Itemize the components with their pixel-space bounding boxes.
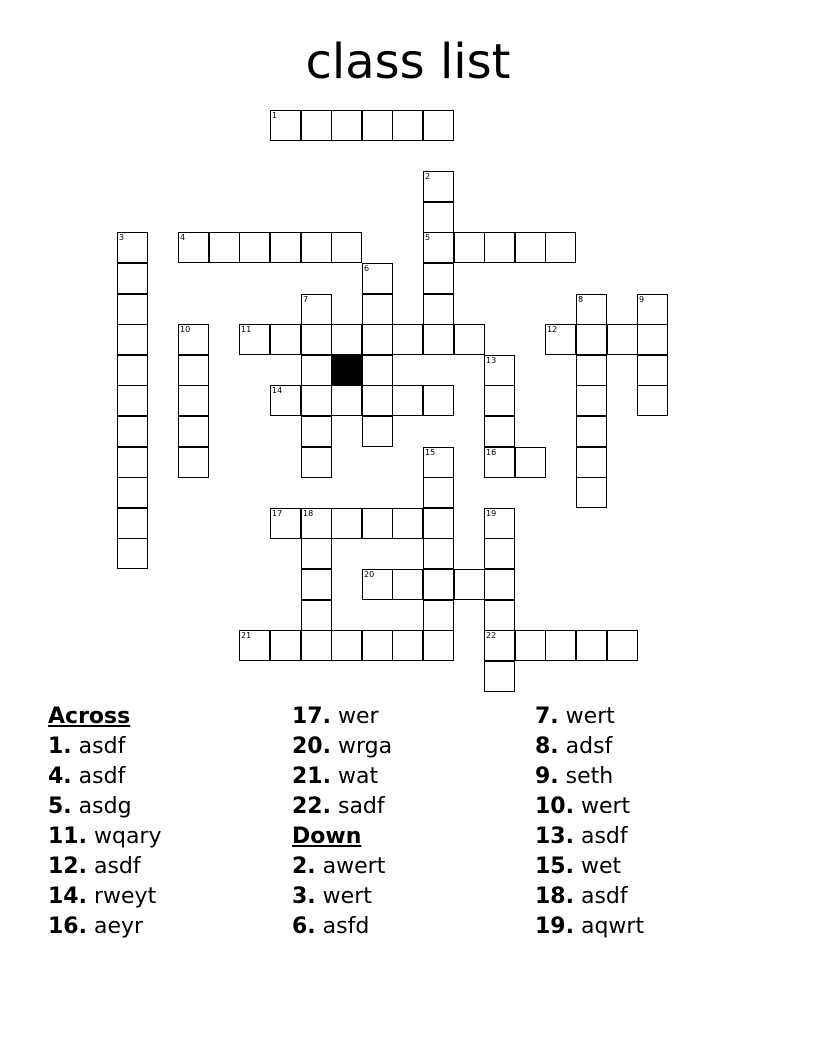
grid-cell[interactable] xyxy=(392,110,423,141)
grid-cell[interactable] xyxy=(545,630,576,661)
grid-cell[interactable] xyxy=(331,508,362,539)
grid-cell[interactable] xyxy=(117,294,148,325)
grid-cell[interactable] xyxy=(178,416,209,447)
clue-number: 13 xyxy=(486,356,497,365)
clue-item-number: 1. xyxy=(48,734,72,759)
clue-item xyxy=(292,792,392,822)
clue-item-number: 13. xyxy=(535,824,574,849)
clue-item-text: asdf xyxy=(78,734,126,759)
grid-cell[interactable] xyxy=(301,110,332,141)
clue-item xyxy=(535,882,644,912)
clue-number: 6 xyxy=(364,264,370,273)
grid-cell[interactable] xyxy=(454,232,485,263)
grid-cell[interactable] xyxy=(301,355,332,386)
clue-number: 10 xyxy=(180,325,191,334)
clue-item xyxy=(535,912,644,942)
grid-cell[interactable] xyxy=(484,447,515,478)
grid-cell[interactable] xyxy=(423,477,454,508)
clue-number: 18 xyxy=(303,509,314,518)
clue-number: 14 xyxy=(272,386,283,395)
clue-item-text: wet xyxy=(580,854,622,879)
clue-number: 11 xyxy=(241,325,252,334)
grid-cell[interactable] xyxy=(423,385,454,416)
clue-item xyxy=(292,702,392,732)
clue-number: 3 xyxy=(119,233,125,242)
clue-item xyxy=(48,762,162,792)
grid-cell[interactable] xyxy=(484,569,515,600)
clue-number: 8 xyxy=(578,295,584,304)
clue-item-text: asdf xyxy=(93,854,141,879)
grid-cell[interactable] xyxy=(270,232,301,263)
clue-item-text: seth xyxy=(565,764,614,789)
clue-item-number: 10. xyxy=(535,794,574,819)
clue-number: 2 xyxy=(425,172,431,181)
grid-cell[interactable] xyxy=(637,355,668,386)
puzzle-title: class list xyxy=(305,34,511,90)
clue-number: 20 xyxy=(364,570,375,579)
clue-item-text: aeyr xyxy=(93,914,144,939)
clue-number: 9 xyxy=(639,295,645,304)
clue-item-number: 14. xyxy=(48,884,87,909)
clue-number: 7 xyxy=(303,295,309,304)
clue-item-number: 7. xyxy=(535,704,559,729)
grid-cell[interactable] xyxy=(362,416,393,447)
clue-number: 22 xyxy=(486,631,497,640)
grid-cell[interactable] xyxy=(362,110,393,141)
grid-cell[interactable] xyxy=(423,569,454,600)
clue-item-number: 12. xyxy=(48,854,87,879)
grid-cell[interactable] xyxy=(117,232,148,263)
grid-cell[interactable] xyxy=(484,508,515,539)
grid-cell[interactable] xyxy=(637,385,668,416)
clue-number: 1 xyxy=(272,111,278,120)
clue-number: 16 xyxy=(486,448,497,457)
grid-cell[interactable] xyxy=(270,630,301,661)
clue-item-number: 17. xyxy=(292,704,331,729)
clue-item xyxy=(292,762,392,792)
grid-cell[interactable] xyxy=(423,630,454,661)
clue-item-text: wrga xyxy=(337,734,393,759)
grid-cell[interactable] xyxy=(423,538,454,569)
clue-item-text: wert xyxy=(565,704,615,729)
grid-cell[interactable] xyxy=(117,538,148,569)
clue-column-3 xyxy=(535,702,644,942)
grid-cell[interactable] xyxy=(576,447,607,478)
grid-cell[interactable] xyxy=(301,600,332,631)
clue-section-heading: Down xyxy=(292,824,362,849)
grid-cell[interactable] xyxy=(392,324,423,355)
clue-item-number: 11. xyxy=(48,824,87,849)
grid-cell[interactable] xyxy=(423,508,454,539)
grid-cell[interactable] xyxy=(301,538,332,569)
clue-item xyxy=(48,852,162,882)
clue-number: 5 xyxy=(425,233,431,242)
clue-column-1 xyxy=(48,702,162,942)
grid-cell[interactable] xyxy=(362,355,393,386)
clue-item-number: 22. xyxy=(292,794,331,819)
clue-item-number: 21. xyxy=(292,764,331,789)
clue-item xyxy=(48,912,162,942)
clue-item-text: asdf xyxy=(580,824,628,849)
clue-item-number: 16. xyxy=(48,914,87,939)
grid-cell[interactable] xyxy=(392,508,423,539)
grid-cell[interactable] xyxy=(484,600,515,631)
grid-cell[interactable] xyxy=(576,294,607,325)
grid-cell[interactable] xyxy=(301,294,332,325)
grid-cell[interactable] xyxy=(392,630,423,661)
grid-cell[interactable] xyxy=(178,355,209,386)
clue-item-text: wert xyxy=(322,884,372,909)
grid-cell[interactable] xyxy=(607,630,638,661)
grid-cell[interactable] xyxy=(117,324,148,355)
grid-cell[interactable] xyxy=(637,294,668,325)
grid-cell[interactable] xyxy=(331,324,362,355)
clue-item xyxy=(48,792,162,822)
clue-number: 21 xyxy=(241,631,252,640)
clue-number: 15 xyxy=(425,448,436,457)
grid-cell[interactable] xyxy=(484,355,515,386)
grid-cell[interactable] xyxy=(117,385,148,416)
grid-cell[interactable] xyxy=(301,385,332,416)
grid-cell[interactable] xyxy=(454,324,485,355)
grid-cell[interactable] xyxy=(576,355,607,386)
grid-cell[interactable] xyxy=(423,447,454,478)
clue-item-number: 8. xyxy=(535,734,559,759)
grid-cell[interactable] xyxy=(362,569,393,600)
grid-cell[interactable] xyxy=(484,630,515,661)
grid-cell[interactable] xyxy=(576,324,607,355)
clue-item-text: rweyt xyxy=(93,884,157,909)
clue-item-text: awert xyxy=(322,854,386,879)
clue-item xyxy=(292,732,392,762)
grid-cell[interactable] xyxy=(117,477,148,508)
grid-cell[interactable] xyxy=(301,508,332,539)
grid-cell[interactable] xyxy=(423,600,454,631)
grid-cell[interactable] xyxy=(484,538,515,569)
clue-item xyxy=(535,822,644,852)
grid-cell[interactable] xyxy=(484,661,515,692)
grid-cell[interactable] xyxy=(209,232,240,263)
grid-cell[interactable] xyxy=(270,508,301,539)
clue-item xyxy=(292,912,392,942)
clue-item-number: 9. xyxy=(535,764,559,789)
grid-cell[interactable] xyxy=(301,324,332,355)
clue-item-number: 18. xyxy=(535,884,574,909)
clue-item-text: wert xyxy=(580,794,631,819)
grid-cell[interactable] xyxy=(423,263,454,294)
grid-cell[interactable] xyxy=(515,447,546,478)
clue-item-text: asdf xyxy=(78,764,126,789)
clue-item-text: wat xyxy=(337,764,379,789)
clue-item-number: 15. xyxy=(535,854,574,879)
clue-item-text: asdf xyxy=(580,884,628,909)
clue-number: 19 xyxy=(486,509,497,518)
grid-cell[interactable] xyxy=(301,416,332,447)
clue-column-2 xyxy=(292,702,392,942)
grid-cell[interactable] xyxy=(239,324,270,355)
clue-item-text: wer xyxy=(337,704,379,729)
grid-cell[interactable] xyxy=(270,385,301,416)
grid-cell[interactable] xyxy=(423,294,454,325)
grid-cell[interactable] xyxy=(301,447,332,478)
grid-cell[interactable] xyxy=(484,232,515,263)
clue-item-text: adsf xyxy=(565,734,613,759)
grid-cell[interactable] xyxy=(117,447,148,478)
grid-cell[interactable] xyxy=(484,416,515,447)
clue-section-heading: Across xyxy=(48,704,131,729)
grid-cell[interactable] xyxy=(270,324,301,355)
clue-item-number: 5. xyxy=(48,794,72,819)
clue-item xyxy=(292,852,392,882)
grid-cell[interactable] xyxy=(178,232,209,263)
grid-cell[interactable] xyxy=(178,447,209,478)
grid-cell[interactable] xyxy=(362,630,393,661)
grid-cell[interactable] xyxy=(515,232,546,263)
clue-item xyxy=(292,882,392,912)
clue-item xyxy=(535,702,644,732)
clue-item-text: wqary xyxy=(93,824,162,849)
grid-cell[interactable] xyxy=(178,324,209,355)
grid-cell[interactable] xyxy=(423,202,454,233)
clue-item-text: asfd xyxy=(322,914,370,939)
grid-cell[interactable] xyxy=(607,324,638,355)
grid-cell[interactable] xyxy=(362,385,393,416)
grid-cell[interactable] xyxy=(178,385,209,416)
grid-cell[interactable] xyxy=(331,630,362,661)
clue-item-text: asdg xyxy=(78,794,132,819)
clue-item-text: sadf xyxy=(337,794,385,819)
grid-cell[interactable] xyxy=(331,232,362,263)
grid-cell[interactable] xyxy=(362,324,393,355)
grid-cell[interactable] xyxy=(239,232,270,263)
clue-item-number: 2. xyxy=(292,854,316,879)
grid-cell[interactable] xyxy=(454,569,485,600)
grid-cell[interactable] xyxy=(301,569,332,600)
grid-cell[interactable] xyxy=(484,385,515,416)
grid-cell[interactable] xyxy=(392,385,423,416)
grid-cell[interactable] xyxy=(423,324,454,355)
grid-cell[interactable] xyxy=(331,110,362,141)
grid-cell[interactable] xyxy=(117,508,148,539)
grid-cell[interactable] xyxy=(362,508,393,539)
grid-cell[interactable] xyxy=(545,324,576,355)
clue-item xyxy=(535,762,644,792)
grid-cell[interactable] xyxy=(392,569,423,600)
grid-cell[interactable] xyxy=(545,232,576,263)
clue-item-text: aqwrt xyxy=(580,914,645,939)
grid-cell[interactable] xyxy=(637,324,668,355)
grid-cell[interactable] xyxy=(117,355,148,386)
clue-item-number: 3. xyxy=(292,884,316,909)
clue-item-number: 6. xyxy=(292,914,316,939)
grid-cell[interactable] xyxy=(576,630,607,661)
clue-item-number: 4. xyxy=(48,764,72,789)
grid-cell[interactable] xyxy=(362,263,393,294)
clue-number: 17 xyxy=(272,509,283,518)
grid-cell[interactable] xyxy=(331,385,362,416)
clue-number: 12 xyxy=(547,325,558,334)
clue-item-number: 20. xyxy=(292,734,331,759)
clue-item xyxy=(48,732,162,762)
grid-cell[interactable] xyxy=(423,110,454,141)
grid-cell[interactable] xyxy=(301,630,332,661)
grid-block-cell xyxy=(331,355,362,386)
grid-cell[interactable] xyxy=(576,477,607,508)
grid-cell[interactable] xyxy=(117,263,148,294)
grid-cell[interactable] xyxy=(239,630,270,661)
clue-item xyxy=(535,732,644,762)
clue-item xyxy=(535,792,644,822)
clue-item xyxy=(48,822,162,852)
grid-cell[interactable] xyxy=(576,416,607,447)
grid-cell[interactable] xyxy=(515,630,546,661)
grid-cell[interactable] xyxy=(117,416,148,447)
grid-cell[interactable] xyxy=(270,110,301,141)
grid-cell[interactable] xyxy=(423,232,454,263)
clue-item xyxy=(48,882,162,912)
grid-cell[interactable] xyxy=(423,171,454,202)
grid-cell[interactable] xyxy=(362,294,393,325)
grid-cell[interactable] xyxy=(576,385,607,416)
grid-cell[interactable] xyxy=(301,232,332,263)
clue-number: 4 xyxy=(180,233,186,242)
clue-item-number: 19. xyxy=(535,914,574,939)
clue-item xyxy=(535,852,644,882)
